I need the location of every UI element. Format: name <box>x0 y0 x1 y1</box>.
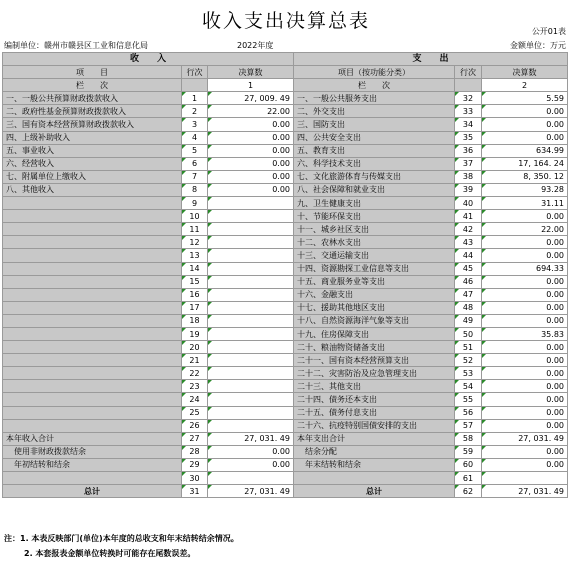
income-item-label <box>3 301 182 314</box>
income-item-label <box>3 367 182 380</box>
income-row-number: 3 <box>182 118 208 131</box>
expense-item-label: 五、教育支出 <box>294 144 455 157</box>
table-row <box>3 288 568 301</box>
income-row-number: 2 <box>182 105 208 118</box>
expense-item-label: 十三、交通运输支出 <box>294 249 455 262</box>
income-amount <box>208 210 294 223</box>
expense-item-label: 年末结转和结余 <box>294 458 455 471</box>
income-item-label <box>3 249 182 262</box>
income-item-label: 五、事业收入 <box>3 144 182 157</box>
expense-item-label <box>294 472 455 485</box>
income-row-number: 8 <box>182 183 208 196</box>
income-item-label <box>3 327 182 340</box>
income-amount <box>208 288 294 301</box>
expense-item-label: 二十一、国有资本经营预算支出 <box>294 354 455 367</box>
expense-amount: 0.00 <box>482 419 568 432</box>
income-item-label: 年初结转和结余 <box>3 458 182 471</box>
income-amount <box>208 197 294 210</box>
note-1: 注：1. 本表反映部门(单位)本年度的总收支和年末结转结余情况。 <box>4 534 239 543</box>
fiscal-year: 2022年度 <box>237 41 274 50</box>
table-row <box>3 445 568 458</box>
income-row-number: 5 <box>182 144 208 157</box>
expense-row-number: 61 <box>455 472 482 485</box>
expense-row-number: 47 <box>455 288 482 301</box>
income-item-label: 一、一般公共预算财政拨款收入 <box>3 92 182 105</box>
expense-amount: 0.00 <box>482 314 568 327</box>
expense-amount <box>482 472 568 485</box>
income-amount <box>208 301 294 314</box>
income-amount <box>208 393 294 406</box>
income-amount <box>208 341 294 354</box>
table-row <box>3 249 568 262</box>
notes <box>4 531 239 561</box>
expense-amount: 0.00 <box>482 393 568 406</box>
expense-item-label: 二十四、债务还本支出 <box>294 393 455 406</box>
expense-item-label: 三、国防支出 <box>294 118 455 131</box>
expense-row-number: 59 <box>455 445 482 458</box>
table-row <box>3 131 568 144</box>
expense-item-label: 十、节能环保支出 <box>294 210 455 223</box>
income-row-number: 13 <box>182 249 208 262</box>
expense-amount: 35.83 <box>482 327 568 340</box>
compiling-unit: 编制单位：赣州市赣县区工业和信息化局 <box>4 41 148 50</box>
income-amount <box>208 419 294 432</box>
income-item-label <box>3 393 182 406</box>
expense-total-label: 总计 <box>294 485 455 498</box>
table-row <box>3 367 568 380</box>
expense-item-label: 二十五、债务付息支出 <box>294 406 455 419</box>
expense-amount: 5.59 <box>482 92 568 105</box>
expense-item-label: 二十二、灾害防治及应急管理支出 <box>294 367 455 380</box>
income-item-label <box>3 262 182 275</box>
income-row-number: 4 <box>182 131 208 144</box>
income-amount: 22.00 <box>208 105 294 118</box>
expense-row-number: 32 <box>455 92 482 105</box>
income-row-number: 25 <box>182 406 208 419</box>
table-row <box>3 157 568 170</box>
expense-amount: 0.00 <box>482 367 568 380</box>
expense-row-number: 45 <box>455 262 482 275</box>
income-row-number: 11 <box>182 223 208 236</box>
income-amount <box>208 367 294 380</box>
income-row-number: 12 <box>182 236 208 249</box>
table-row <box>3 105 568 118</box>
expense-row-number: 49 <box>455 314 482 327</box>
income-item-label: 三、国有资本经营预算财政拨款收入 <box>3 118 182 131</box>
income-row-number: 29 <box>182 458 208 471</box>
note-2: 2. 本套报表金额单位转换时可能存在尾数误差。 <box>24 549 196 558</box>
income-item-label <box>3 354 182 367</box>
table-row <box>3 236 568 249</box>
expense-row-number: 39 <box>455 183 482 196</box>
income-item-label: 八、其他收入 <box>3 183 182 196</box>
expense-amount: 31.11 <box>482 197 568 210</box>
expense-item-label: 八、社会保障和就业支出 <box>294 183 455 196</box>
expense-row-number: 42 <box>455 223 482 236</box>
income-amount: 0.00 <box>208 118 294 131</box>
table-row <box>3 275 568 288</box>
expense-item-label: 六、科学技术支出 <box>294 157 455 170</box>
expense-row-number: 33 <box>455 105 482 118</box>
income-row-number: 1 <box>182 92 208 105</box>
expense-section-header: 支 出 <box>294 53 568 66</box>
expense-row-number: 55 <box>455 393 482 406</box>
income-amount <box>208 472 294 485</box>
expense-item-label: 四、公共安全支出 <box>294 131 455 144</box>
income-row-number: 6 <box>182 157 208 170</box>
expense-row-number: 46 <box>455 275 482 288</box>
income-amount: 0.00 <box>208 157 294 170</box>
income-total-amount: 27, 031. 49 <box>208 485 294 498</box>
income-section-header: 收 入 <box>3 53 294 66</box>
expense-item-label: 本年支出合计 <box>294 432 455 445</box>
expense-item-label: 十九、住房保障支出 <box>294 327 455 340</box>
income-amount <box>208 262 294 275</box>
expense-amount: 0.00 <box>482 406 568 419</box>
expense-amount: 0.00 <box>482 131 568 144</box>
expense-row-number: 34 <box>455 118 482 131</box>
form-number: 公开01表 <box>531 27 566 36</box>
expense-item-label: 二十六、抗疫特别国债安排的支出 <box>294 419 455 432</box>
income-row-number: 17 <box>182 301 208 314</box>
income-item-label: 使用非财政拨款结余 <box>3 445 182 458</box>
expense-amount: 0.00 <box>482 105 568 118</box>
table-row <box>3 92 568 105</box>
expense-col-blank <box>455 79 482 92</box>
expense-row-number: 52 <box>455 354 482 367</box>
income-row-number: 22 <box>182 367 208 380</box>
expense-item-label: 十一、城乡社区支出 <box>294 223 455 236</box>
expense-amount: 17, 164. 24 <box>482 157 568 170</box>
income-col-number: 1 <box>208 79 294 92</box>
table-row <box>3 144 568 157</box>
table-row <box>3 472 568 485</box>
income-col-label: 栏 次 <box>3 79 182 92</box>
report-title: 收入支出决算总表 <box>201 10 370 32</box>
money-unit: 金额单位：万元 <box>510 41 566 50</box>
income-amount <box>208 223 294 236</box>
income-amount: 0.00 <box>208 458 294 471</box>
expense-amount: 22.00 <box>482 223 568 236</box>
income-row-number: 15 <box>182 275 208 288</box>
expense-amount: 0.00 <box>482 458 568 471</box>
expense-amount: 0.00 <box>482 354 568 367</box>
expense-row-number: 40 <box>455 197 482 210</box>
income-item-label: 二、政府性基金预算财政拨款收入 <box>3 105 182 118</box>
income-item-label <box>3 197 182 210</box>
income-total-row-number: 31 <box>182 485 208 498</box>
table-row <box>3 354 568 367</box>
table-row <box>3 432 568 445</box>
income-amount: 27, 009. 49 <box>208 92 294 105</box>
expense-item-label: 十六、金融支出 <box>294 288 455 301</box>
income-item-label <box>3 380 182 393</box>
expense-row-number: 54 <box>455 380 482 393</box>
income-item-label: 六、经营收入 <box>3 157 182 170</box>
expense-amount: 0.00 <box>482 301 568 314</box>
table-row <box>3 210 568 223</box>
expense-row-number: 43 <box>455 236 482 249</box>
income-amount: 0.00 <box>208 445 294 458</box>
income-row-number: 18 <box>182 314 208 327</box>
table-row <box>3 327 568 340</box>
expense-total-amount: 27, 031. 49 <box>482 485 568 498</box>
income-item-label <box>3 210 182 223</box>
table-row <box>3 197 568 210</box>
income-item-label <box>3 419 182 432</box>
expense-row-number: 51 <box>455 341 482 354</box>
income-row-number: 9 <box>182 197 208 210</box>
income-item-label <box>3 288 182 301</box>
income-item-label <box>3 472 182 485</box>
expense-item-label: 十七、援助其他地区支出 <box>294 301 455 314</box>
income-row-number: 27 <box>182 432 208 445</box>
expense-row-number: 38 <box>455 170 482 183</box>
expense-amount: 0.00 <box>482 288 568 301</box>
income-row-number: 7 <box>182 170 208 183</box>
income-amount <box>208 354 294 367</box>
header-row-colnum <box>3 79 568 92</box>
expense-amount: 694.33 <box>482 262 568 275</box>
expense-rowno-header: 行次 <box>455 66 482 79</box>
expense-row-number: 36 <box>455 144 482 157</box>
expense-amount: 0.00 <box>482 445 568 458</box>
expense-amount: 0.00 <box>482 210 568 223</box>
expense-amount: 634.99 <box>482 144 568 157</box>
income-row-number: 24 <box>182 393 208 406</box>
table-row <box>3 380 568 393</box>
expense-row-number: 60 <box>455 458 482 471</box>
budget-table <box>2 52 568 498</box>
table-row <box>3 406 568 419</box>
income-amount <box>208 249 294 262</box>
header-row-section <box>3 53 568 66</box>
header-row-columns <box>3 66 568 79</box>
expense-item-label: 十二、农林水支出 <box>294 236 455 249</box>
income-amount: 0.00 <box>208 170 294 183</box>
income-amount: 0.00 <box>208 144 294 157</box>
expense-item-label: 二、外交支出 <box>294 105 455 118</box>
income-row-number: 19 <box>182 327 208 340</box>
income-col-blank <box>182 79 208 92</box>
income-row-number: 21 <box>182 354 208 367</box>
income-amount-header: 决算数 <box>208 66 294 79</box>
expense-row-number: 50 <box>455 327 482 340</box>
expense-item-label: 结余分配 <box>294 445 455 458</box>
table-row <box>3 393 568 406</box>
income-amount: 0.00 <box>208 183 294 196</box>
income-amount <box>208 275 294 288</box>
expense-item-label: 一、一般公共服务支出 <box>294 92 455 105</box>
expense-row-number: 58 <box>455 432 482 445</box>
income-item-label <box>3 341 182 354</box>
expense-item-label: 七、文化旅游体育与传媒支出 <box>294 170 455 183</box>
income-item-label: 七、附属单位上缴收入 <box>3 170 182 183</box>
expense-item-label: 二十、粮油物资储备支出 <box>294 341 455 354</box>
expense-item-label: 二十三、其他支出 <box>294 380 455 393</box>
expense-row-number: 48 <box>455 301 482 314</box>
income-amount <box>208 236 294 249</box>
income-row-number: 23 <box>182 380 208 393</box>
income-amount <box>208 406 294 419</box>
expense-item-label: 十五、商业服务业等支出 <box>294 275 455 288</box>
expense-total-row-number: 62 <box>455 485 482 498</box>
income-amount: 27, 031. 49 <box>208 432 294 445</box>
table-row <box>3 458 568 471</box>
income-row-number: 26 <box>182 419 208 432</box>
income-item-label <box>3 406 182 419</box>
income-row-number: 20 <box>182 341 208 354</box>
total-row <box>3 485 568 498</box>
income-rowno-header: 行次 <box>182 66 208 79</box>
expense-row-number: 56 <box>455 406 482 419</box>
expense-amount: 0.00 <box>482 341 568 354</box>
expense-item-label: 十八、自然资源海洋气象等支出 <box>294 314 455 327</box>
income-item-label: 四、上级补助收入 <box>3 131 182 144</box>
income-row-number: 30 <box>182 472 208 485</box>
income-total-label: 总计 <box>3 485 182 498</box>
table-row <box>3 341 568 354</box>
table-row <box>3 170 568 183</box>
income-amount: 0.00 <box>208 131 294 144</box>
expense-row-number: 53 <box>455 367 482 380</box>
income-row-number: 28 <box>182 445 208 458</box>
expense-item-label: 十四、资源勘探工业信息等支出 <box>294 262 455 275</box>
expense-col-label: 栏 次 <box>294 79 455 92</box>
table-row <box>3 118 568 131</box>
income-item-label <box>3 275 182 288</box>
expense-amount: 0.00 <box>482 249 568 262</box>
income-item-label <box>3 314 182 327</box>
expense-amount: 0.00 <box>482 118 568 131</box>
expense-amount: 93.28 <box>482 183 568 196</box>
table-row <box>3 262 568 275</box>
table-row <box>3 314 568 327</box>
expense-row-number: 35 <box>455 131 482 144</box>
income-row-number: 14 <box>182 262 208 275</box>
income-amount <box>208 380 294 393</box>
expense-row-number: 41 <box>455 210 482 223</box>
income-item-header: 项 目 <box>3 66 182 79</box>
expense-row-number: 44 <box>455 249 482 262</box>
income-amount <box>208 327 294 340</box>
table-row <box>3 183 568 196</box>
expense-amount: 8, 350. 12 <box>482 170 568 183</box>
income-item-label <box>3 223 182 236</box>
report-meta <box>4 40 570 51</box>
expense-amount: 0.00 <box>482 275 568 288</box>
table-row <box>3 301 568 314</box>
expense-item-header: 项目（按功能分类） <box>294 66 455 79</box>
expense-amount: 27, 031. 49 <box>482 432 568 445</box>
income-item-label: 本年收入合计 <box>3 432 182 445</box>
income-row-number: 10 <box>182 210 208 223</box>
expense-row-number: 37 <box>455 157 482 170</box>
expense-item-label: 九、卫生健康支出 <box>294 197 455 210</box>
expense-amount: 0.00 <box>482 236 568 249</box>
expense-amount-header: 决算数 <box>482 66 568 79</box>
table-row <box>3 223 568 236</box>
income-amount <box>208 314 294 327</box>
expense-amount: 0.00 <box>482 380 568 393</box>
table-row <box>3 419 568 432</box>
income-row-number: 16 <box>182 288 208 301</box>
income-item-label <box>3 236 182 249</box>
expense-col-number: 2 <box>482 79 568 92</box>
expense-row-number: 57 <box>455 419 482 432</box>
